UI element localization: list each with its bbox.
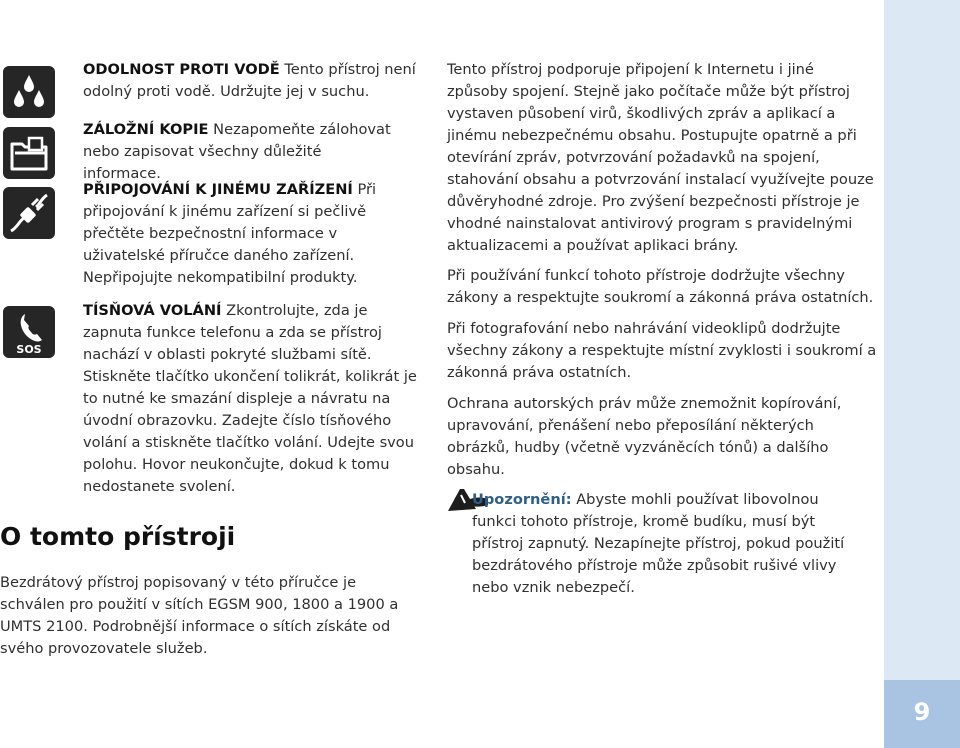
sos-label: SOS	[16, 343, 42, 356]
sos-phone-icon	[3, 306, 55, 358]
about-device-paragraph: Bezdrátový přístroj popisovaný v této příručce je schválen pro použití v sítích EGSM 900, 1800 a 1900 a UMTS 2100. Podrobnější informace o sítích získáte od svého provozovatele služeb.	[0, 574, 399, 657]
water-resistance-note	[83, 59, 418, 103]
water-drops-icon	[3, 66, 55, 118]
internet-security-paragraph: Tento přístroj podporuje připojení k Internetu i jiné způsoby spojení. Stejně jako počítače může být přístroj vystaven působení virů, škodlivých zpráv a aplikací a jinému nebezpečnému obsahu. Postupujte opatrně a při otevírání zpráv, potvrzování požadavků na spojení, stahování obsahu a potvrzování instalací využívejte pouze důvěryhodné zdroje. Pro zvýšení bezpečnosti přístroje je vhodné nainstalovat antivirový program s pravidelnými aktualizacemi a používat aplikaci brány.	[447, 61, 874, 254]
water-lead: ODOLNOST PROTI VODĚ	[83, 61, 280, 78]
plug-connection-icon	[3, 187, 55, 239]
warning-paragraph	[472, 489, 862, 599]
section-heading: O tomto přístroji	[0, 522, 236, 551]
backup-lead: ZÁLOŽNÍ KOPIE	[83, 121, 209, 138]
copyright-paragraph: Ochrana autorských práv může znemožnit kopírování, upravování, přenášení nebo přeposílání některých obrázků, hudby (včetně vyzváněcích tónů) a dalšího obsahu.	[447, 395, 842, 478]
connect-text: Při připojování k jinému zařízení si pečlivě přečtěte bezpečnostní informace v uživatelské příručce daného zařízení. Nepřipojujte nekompatibilní produkty.	[83, 181, 377, 286]
connecting-note	[83, 179, 423, 289]
warning-lead: Upozornění:	[472, 491, 572, 508]
warning-text: Abyste mohli používat libovolnou funkci tohoto přístroje, kromě budíku, musí být přístroj zapnutý. Nezapínejte přístroj, pokud použití bezdrátového přístroje může způsobit rušivé vlivy nebo vznik nebezpečí.	[472, 491, 845, 596]
backup-text: Nezapomeňte zálohovat nebo zapisovat všechny důležité informace.	[83, 121, 391, 182]
water-text: Tento přístroj není odolný proti vodě. Udržujte jej v suchu.	[83, 61, 416, 100]
sos-text: Zkontrolujte, zda je zapnuta funkce telefonu a zda se přístroj nachází v oblasti pokryté službami sítě. Stiskněte tlačítko ukončení tolikrát, kolikrát je to nutné ke smazání displeje a návratu na úvodní obrazovku. Zadejte číslo tísňového volání a stiskněte tlačítko volání. Udejte svou polohu. Hovor neukončujte, dokud k tomu nedostanete svolení.	[83, 302, 417, 495]
page-sidebar	[884, 0, 960, 748]
emergency-calls-note	[83, 300, 418, 498]
folder-backup-icon	[3, 127, 55, 179]
page-number-tab	[884, 680, 960, 748]
sos-lead: TÍSŇOVÁ VOLÁNÍ	[83, 302, 222, 319]
photography-paragraph: Při fotografování nebo nahrávání videoklipů dodržujte všechny zákony a respektujte místní zvyklosti i soukromí a zákonná práva ostatních.	[447, 320, 877, 381]
page-number: 9	[913, 698, 931, 726]
connect-lead: PŘIPOJOVÁNÍ K JINÉMU ZAŘÍZENÍ	[83, 181, 353, 198]
laws-paragraph: Při používání funkcí tohoto přístroje dodržujte všechny zákony a respektujte soukromí a zákonná práva ostatních.	[447, 267, 874, 306]
backup-note	[83, 119, 403, 185]
